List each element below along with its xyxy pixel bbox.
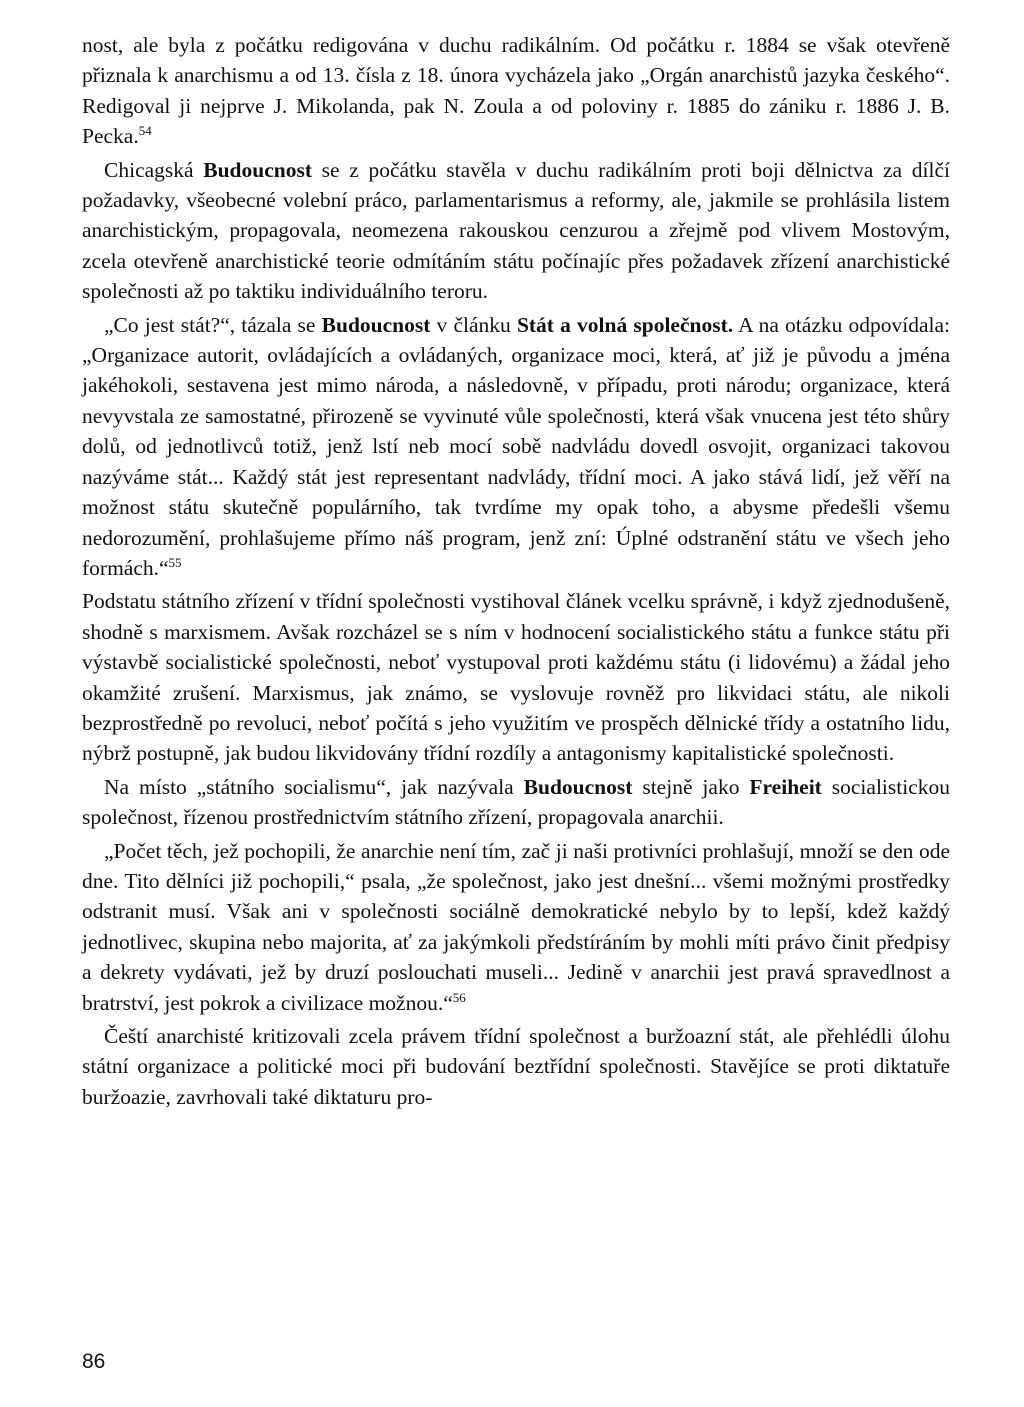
text-run: v článku — [430, 312, 517, 337]
paragraph — [82, 772, 950, 833]
bold-title: Budoucnost — [203, 157, 312, 182]
text-run: stejně jako — [632, 774, 750, 799]
paragraph — [82, 155, 950, 307]
text-run: „Počet těch, jež pochopili, že anarchie není tím, zač ji naši protivníci prohlašují, množí se den ode dne. Tito dělníci již pochopili,“ psala, „že společnost, jako jest dnešní... všemi možnými prostředky odstranit musí. Však ani v společnosti sociálně demokratické nebylo by to lepší, kdež každý jednotlivec, skupina nebo majorita, ať za jakýmkoli předstíráním by mohli míti právo činit předpisy a dekrety vydávati, jež by druzí poslouchati museli... Jedině v anarchii jest pravá spravedlnost a bratrství, jest pokrok a civilizace možnou.“ — [82, 838, 950, 1015]
body-text — [82, 30, 950, 1112]
paragraph — [82, 310, 950, 584]
paragraph — [82, 586, 950, 768]
footnote-ref: 54 — [138, 123, 152, 139]
text-run: Na místo „státního socialismu“, jak nazývala — [104, 774, 524, 799]
footnote-ref: 56 — [452, 989, 466, 1005]
paragraph — [82, 30, 950, 152]
bold-title: Budoucnost — [321, 312, 431, 337]
text-run: Chicagská — [104, 157, 204, 182]
text-run: „Co jest stát?“, tázala se — [104, 312, 322, 337]
bold-title: Freiheit — [749, 774, 822, 799]
text-run: Podstatu státního zřízení v třídní společnosti vystihoval článek vcelku správně, i když zjednodušeně, shodně s marxismem. Avšak rozcházel se s ním v hodnocení socialistického státu a funkce státu při výstavbě socialistické společnosti, neboť vystupoval proti každému státu (i lidovému) a žádal jeho okamžité zrušení. Marxismus, jak známo, se vyslovuje rovněž pro likvidaci státu, ale nikoli bezprostředně po revoluci, neboť počítá s jeho využitím ve prospěch dělnické třídy a ostatního lidu, nýbrž postupně, jak budou likvidovány třídní rozdíly a antagonismy kapitalistické společnosti. — [82, 589, 950, 766]
bold-title: Stát a volná společnost. — [516, 312, 734, 337]
paragraph — [82, 836, 950, 1018]
text-run: nost, ale byla z počátku redigována v duchu radikálním. Od počátku r. 1884 se však otevřeně přiznala k anarchismu a od 13. čísla z 18. února vycházela jako „Orgán anarchistů jazyka českého“. Redigoval ji nejprve J. Mikolanda, pak N. Zoula a od poloviny r. 1885 do zániku r. 1886 J. B. Pecka. — [82, 33, 950, 149]
text-run: Čeští anarchisté kritizovali zcela právem třídní společnost a buržoazní stát, ale přehlédli úlohu státní organizace a politické moci při budování beztřídní společnosti. Stavějíce se proti diktatuře buržoazie, zavrhovali také diktaturu pro- — [82, 1024, 950, 1109]
text-run: se z počátku stavěla v duchu radikálním proti boji dělnictva za dílčí požadavky, všeobecné volební práco, parlamentarismus a reformy, ale, jakmile se prohlásila listem anarchistickým, propagovala, neomezena rakouskou cenzurou a zřejmě pod vlivem Mostovým, zcela otevřeně anarchistické teorie odmítáním státu počínajíc přes požadavek zřízení anarchistické společnosti až po taktiku individuálního teroru. — [82, 157, 950, 304]
paragraph — [82, 1021, 950, 1112]
bold-title: Budoucnost — [523, 774, 633, 799]
text-run: A na otázku odpovídala: „Organizace autorit, ovládajících a ovládaných, organizace moci, která, ať již je původu a jména jakéhokoli, sestavena jest mimo národa, a následovně, v případu, proti národu; organizace, která nevyvstala ze samostatné, přirozeně se vyvinuté vůle společnosti, která však vnucena jest této shůry dolů, od jednotlivců totiž, jenž lstí neb mocí sobě nadvládu dovedl osvojit, organizaci takovou nazýváme stát... Každý stát jest representant nadvlády, třídní moci. A jako stává lidí, jež věří na možnost státu skutečně populárního, tak tvrdíme my opak toho, a abysme předešli všemu nedorozumění, prohlašujeme přímo náš program, jenž zní: Úplné odstranění státu ve všech jeho formách.“ — [82, 312, 951, 580]
text-run: socialistickou společnost, řízenou prostřednictvím státního zřízení, propagovala anarchii. — [82, 774, 950, 830]
footnote-ref: 55 — [168, 554, 182, 570]
page-number: 86 — [82, 1350, 106, 1373]
